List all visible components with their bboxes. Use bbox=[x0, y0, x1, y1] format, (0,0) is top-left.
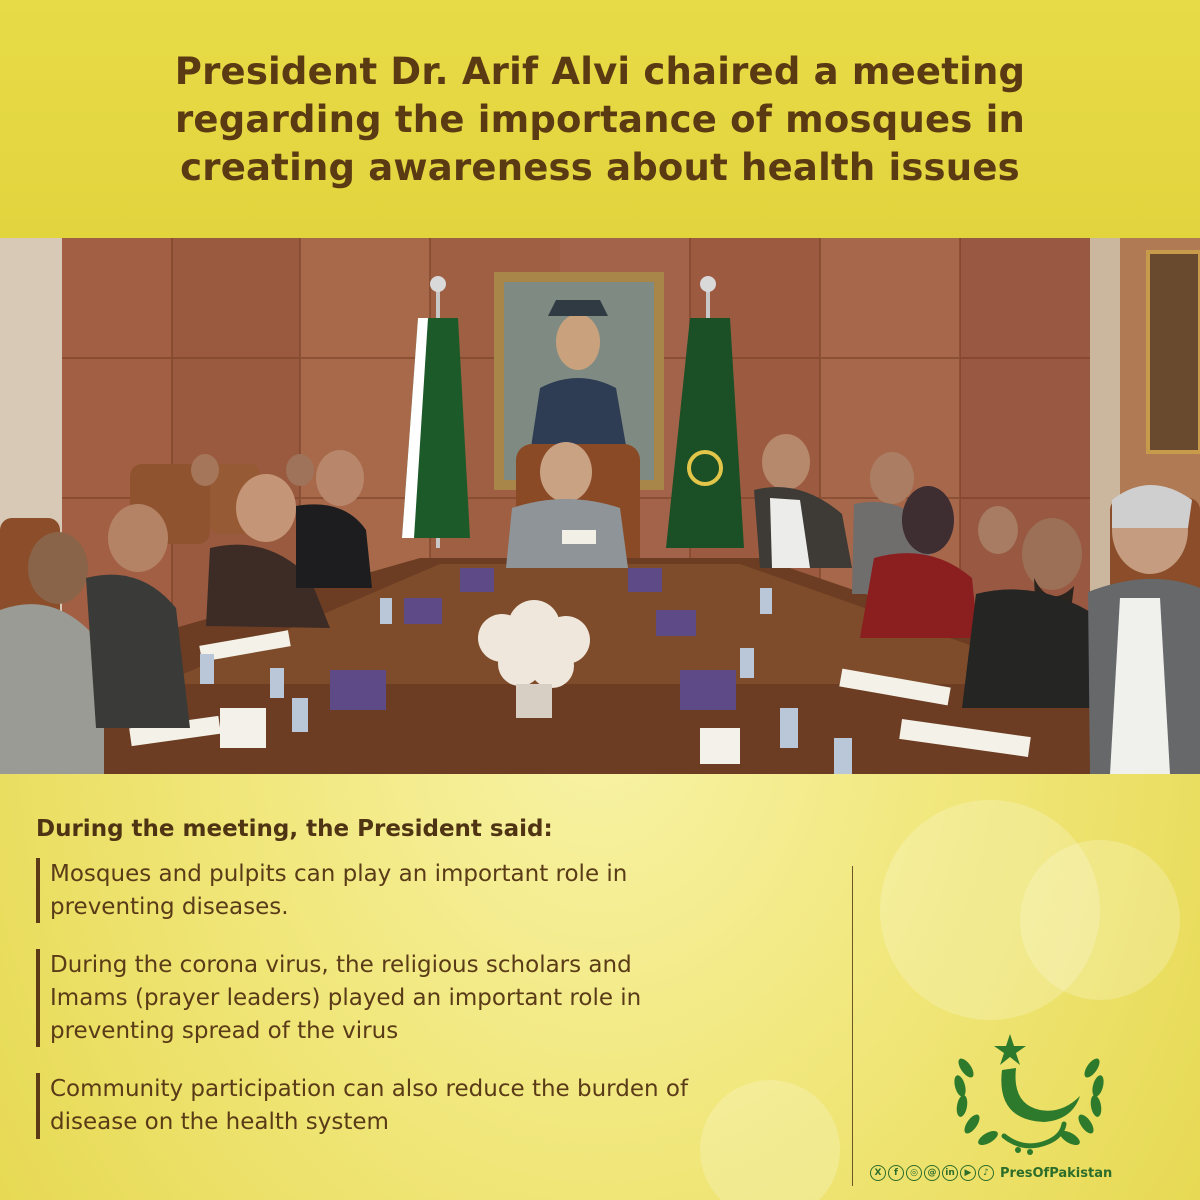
bokeh-decoration bbox=[880, 800, 1100, 1020]
instagram-icon[interactable]: ◎ bbox=[906, 1165, 922, 1181]
quote-line: preventing spread of the virus bbox=[50, 1017, 399, 1044]
quote-line: preventing diseases. bbox=[50, 893, 289, 920]
threads-icon[interactable]: @ bbox=[924, 1165, 940, 1181]
headline-title bbox=[120, 48, 1080, 192]
headline-line: regarding the importance of mosques in bbox=[174, 97, 1026, 141]
quote-line: Community participation can also reduce the burden of bbox=[50, 1076, 689, 1103]
quote-line: disease on the health system bbox=[50, 1108, 389, 1135]
quote-point bbox=[36, 1073, 836, 1138]
quote-point bbox=[36, 858, 836, 923]
quote-line: During the corona virus, the religious scholars and bbox=[50, 952, 632, 979]
headline-line: creating awareness about health issues bbox=[180, 146, 1020, 190]
quote-point bbox=[36, 949, 836, 1047]
bokeh-decoration bbox=[1020, 840, 1180, 1000]
meeting-photo bbox=[0, 238, 1200, 774]
headline-line: President Dr. Arif Alvi chaired a meeting bbox=[174, 49, 1026, 93]
presidency-emblem-logo bbox=[944, 1024, 1114, 1160]
tiktok-icon[interactable]: ♪ bbox=[978, 1165, 994, 1181]
quote-points bbox=[36, 858, 836, 1165]
meeting-illustration bbox=[0, 238, 1200, 774]
x-icon[interactable]: X bbox=[870, 1165, 886, 1181]
quote-line: Imams (prayer leaders) played an important role in bbox=[50, 984, 642, 1011]
headline-banner bbox=[0, 0, 1200, 240]
social-handle[interactable]: PresOfPakistan bbox=[1000, 1165, 1113, 1181]
facebook-icon[interactable]: f bbox=[888, 1165, 904, 1181]
quote-line: Mosques and pulpits can play an important role in bbox=[50, 861, 628, 887]
youtube-icon[interactable]: ▶ bbox=[960, 1165, 976, 1181]
linkedin-icon[interactable]: in bbox=[942, 1165, 958, 1181]
divider bbox=[852, 866, 853, 1186]
social-links bbox=[870, 1163, 1112, 1183]
intro-text: During the meeting, the President said: bbox=[36, 816, 553, 842]
